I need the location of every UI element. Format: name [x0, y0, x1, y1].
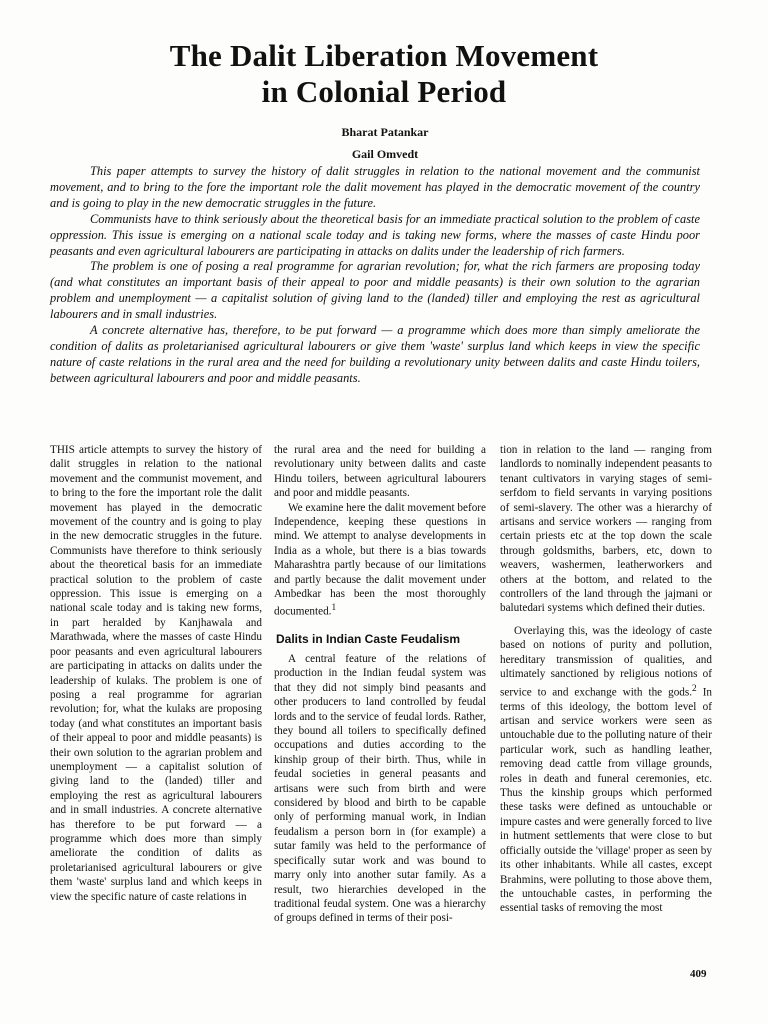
author-1: Bharat Patankar: [341, 125, 429, 139]
paragraph-text: In terms of this ideology, the bottom level of artisan and service workers were seen as untouchable due to the polluting nature of their particular work, such as handling leather, removing dead cattle from village grounds, roles in death and funeral ceremonies, etc. Thus the kinship groups which performed these tasks were defined as untouchable or impure castes and were generally forced to live in hutment settlements that were close to but officially outside the 'village' proper as seen by its other inhabitants. While all castes, except Brahmins, were polluting to those above them, the untouchable castes, in performing the essential tasks of removing the most: [500, 686, 712, 915]
article-title: [60, 38, 708, 110]
body-paragraph: tion in relation to the land — ranging from landlords to nominally independent peasants to tenant cultivators in varying stages of semi-serfdom to field servants in varying positions of semi-slavery. The other was a hierarchy of artisans and service workers — ranging from certain priests etc at the top down the scale through goldsmiths, barbers, etc, down to weavers, washermen, leatherworkers and others at the bottom, and related to the controllers of the land through the jajmani or balutedari systems which defined their duties.: [500, 444, 712, 615]
title-line-1: The Dalit Liberation Movement: [169, 38, 599, 73]
page-number: 409: [690, 968, 707, 980]
lead-word: THIS: [50, 444, 75, 456]
author-2: Gail Omvedt: [351, 147, 419, 161]
abstract-paragraph: Communists have to think seriously about the theoretical basis for an immediate practical solution to the problem of caste oppression. This issue is emerging on a national scale today and is taking new forms, where the masses of caste Hindu poor peasants and even agricultural labourers are participating in attacks on dalits under the leadership of rich farmers.: [50, 211, 700, 258]
body-paragraph: the rural area and the need for building a revolutionary unity between dalits and caste Hindu toilers, between agricultural labourers and poor and middle peasants.: [274, 444, 486, 500]
section-heading: Dalits in Indian Caste Feudalism: [276, 631, 461, 646]
paragraph-text: article attempts to survey the history of dalit struggles in relation to the national movement and the communist movement, and to bring to the fore the important role the dalit movement has played in the democratic movement of the country and is going to play in the new democratic struggles in the future. Communists have therefore to think seriously about the theoretical basis for an immediate practical solution to the problem of caste oppression. This issue is emerging on a national scale today and is taking new forms, in part heralded by Kanjhawala and Marathwada, where the masses of caste Hindu poor peasants and even agricultural labourers are participating in attacks on dalits under the leadership of kulaks. The problem is one of posing a real programme for agrarian revolution; for, what the kulaks are proposing today (and what constitutes an important basis of their appeal to poor and middle peasants) is their own solution to the agrarian problem and unemployment — a capitalist solution of giving land to the (landed) tiller and employing the rest as agricultural labourers and in small industries. A concrete alternative has therefore to be put forward — a programme which does more than simply ameliorate the condition of dalits as proletarianised agricultural labourers or give them 'waste' surplus land and which keeps in view the specific nature of caste relations in: [50, 444, 262, 903]
abstract-paragraph: A concrete alternative has, therefore, to be put forward — a programme which does more than simply ameliorate the condition of dalits as proletarianised agricultural labourers or give them 'waste' surplus land which keeps in view the specific nature of caste relations in the rural area and the need for building a revolutionary unity between dalits and caste Hindu toilers, between agricultural labourers and poor and middle peasants.: [50, 323, 700, 385]
column-3: [500, 443, 712, 958]
abstract-paragraph: This paper attempts to survey the history of dalit struggles in relation to the national movement and the communist movement, and to bring to the fore the important role the dalit movement has played in the democratic movement of the country and is going to play in the new democratic struggles in the future.: [50, 164, 700, 210]
paragraph-text: Overlaying this, was the ideology of caste based on notions of purity and pollution, hereditary transmission of qualities, and ultimately sanctioned by religious notions of service to and exchange with the gods.: [500, 624, 712, 699]
author-block: [230, 121, 540, 165]
body-columns: [50, 443, 715, 958]
column-2: [274, 443, 486, 958]
footnote-ref: 1: [331, 603, 337, 614]
body-paragraph: [500, 624, 712, 916]
abstract: [50, 164, 700, 387]
paragraph-text: We examine here the dalit movement before Independence, keeping these questions in mind. We attempt to analyse developments in India as a whole, but there is a bias towards Maharashtra partly because of our limitations and partly because the dalit movement under Ambedkar has been the most thoroughly documented.: [274, 501, 486, 619]
body-paragraph: [50, 443, 262, 904]
column-1: [50, 443, 262, 958]
abstract-paragraph: The problem is one of posing a real programme for agrarian revolution; for, what the rich farmers are proposing today (and what constitutes an important basis of their appeal to poor and middle peasants) is their own solution to the agrarian problem and unemployment — a capitalist solution of giving land to the (landed) tiller and employing the rest as agricultural labourers and in small industries.: [50, 259, 700, 322]
body-paragraph: A central feature of the relations of production in the Indian feudal system was that they did not simply bind peasants and other producers to land controlled by feudal lords and to the service of feudal lords. Rather, they bound all toilers to specifically defined occupations and duties according to the kinship group of their birth. Thus, while in feudal societies in general peasants and artisans were such from birth and were considered by blood and birth to be capable only of performing manual work, in Indian feudalism a person born in (for example) a sutar family was held to the performance of specifically sutar work and was bound to marry only into another sutar family. As a result, two hierarchies developed in the traditional feudal system. One was a hierarchy of groups defined in terms of their posi-: [274, 653, 486, 925]
title-line-2: in Colonial Period: [261, 74, 507, 109]
footnote-ref: 2: [692, 683, 697, 694]
body-paragraph: [274, 501, 486, 620]
